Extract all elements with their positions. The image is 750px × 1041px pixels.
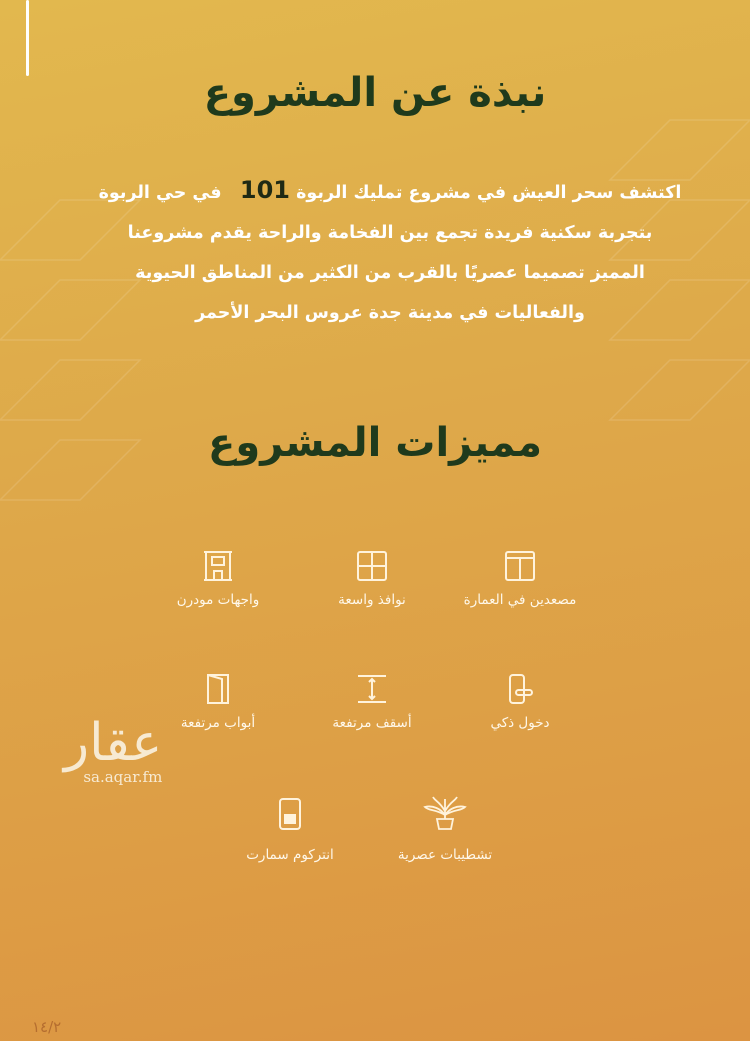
feature-high-ceilings (297, 673, 447, 731)
aqar-logo: عقار (64, 713, 163, 773)
aqar-watermark (64, 713, 163, 786)
about-paragraph (90, 170, 690, 333)
feature-facades (143, 550, 293, 608)
feature-label: واجهات مودرن (176, 592, 260, 608)
about-title: نبذة عن المشروع (203, 70, 547, 116)
about-line-1 (90, 170, 690, 213)
feature-label: أبواب مرتفعة (180, 715, 256, 731)
intercom-icon (278, 797, 302, 831)
feature-label: دخول ذكي (490, 715, 550, 731)
about-line-3: المميز تصميما عصريًا بالقرب من الكثير من المناطق الحيوية (135, 263, 645, 283)
scrollbar[interactable] (26, 0, 29, 76)
feature-smart-entry (445, 673, 595, 731)
feature-label: أسقف مرتفعة (332, 715, 412, 731)
page-number: ١٤/٢ (32, 1018, 62, 1036)
feature-windows (297, 550, 447, 608)
feature-label: مصعدين في العمارة (463, 592, 577, 608)
feature-elevators (445, 550, 595, 608)
feature-label: نوافذ واسعة (338, 592, 406, 608)
aqar-url: sa.aqar.fm (83, 768, 163, 786)
about-line-1-end: في حي الربوة (98, 183, 222, 203)
feature-finishes (370, 795, 520, 863)
plant-icon (423, 795, 467, 831)
ceiling-height-icon (356, 673, 388, 705)
features-title: مميزات المشروع (208, 420, 542, 466)
feature-high-doors (143, 673, 293, 731)
smart-lock-icon (504, 673, 536, 705)
feature-label: انتركوم سمارت (246, 847, 334, 863)
project-number: 101 (239, 176, 290, 204)
feature-label: تشطيبات عصرية (397, 847, 493, 863)
building-icon (202, 550, 234, 582)
feature-intercom (215, 797, 365, 863)
about-line-4: والفعاليات في مدينة جدة عروس البحر الأحمر (195, 303, 585, 323)
about-line-2: بتجربة سكنية فريدة تجمع بين الفخامة والراحة يقدم مشروعنا (127, 223, 653, 243)
elevator-icon (504, 550, 536, 582)
door-icon (202, 673, 234, 705)
window-icon (356, 550, 388, 582)
about-line-1-text: اكتشف سحر العيش في مشروع تمليك الربوة (296, 183, 682, 203)
